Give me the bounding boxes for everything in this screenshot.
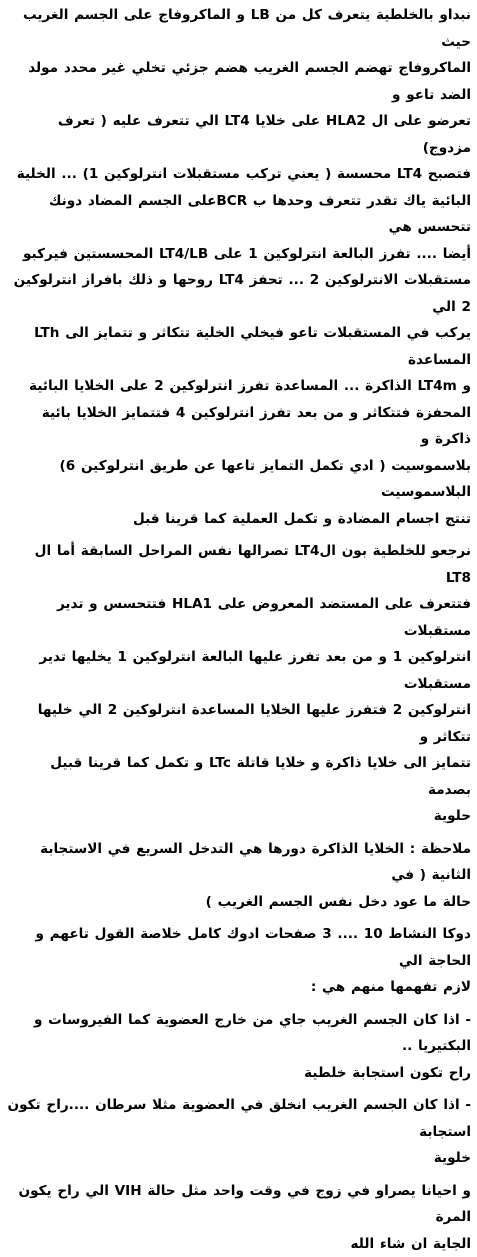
text-line: نبداو بالخلطية يتعرف كل من LB و الماكروفاج على الجسم الغريب حيث	[6, 2, 471, 55]
text-line: تعرضو على ال HLA2 على خلايا LT4 الي تتعرف عليه ( تعرف مزدوج)	[6, 108, 471, 161]
text-line: الماكروفاج تهضم الجسم الغريب هضم جزئي تخلي غير محدد مولد الضد تاعو و	[6, 55, 471, 108]
text-line: حلوية	[6, 803, 471, 830]
text-line: المحفزة فتتكاثر و من بعد تفرز انترلوكين 4 فتتمايز الخلايا بائية ذاكرة و	[6, 400, 471, 453]
text-line: لازم تفهمها منهم هي :	[6, 974, 471, 1001]
text-line: و احيانا يصراو في زوج في وقت واحد مثل حالة VIH الي راح يكون المرة	[6, 1178, 471, 1231]
text-line: بلاسموسيت ( ادي تكمل التمايز تاعها عن طريق انترلوكين 6) البلاسموسيت	[6, 453, 471, 506]
text-line: انترلوكين 1 و من بعد تفرز عليها البالعة انترلوكين 1 يخليها تدير مستقبلات	[6, 644, 471, 697]
text-line: البائية ياك تقدر تتعرف وحدها ب BCRعلى الجسم المضاد دونك تتحسس هي	[6, 188, 471, 241]
paragraph-cellular-response	[6, 538, 471, 830]
text-line: فتصبح LT4 محسسة ( يعني تركب مستقبلات انترلوكين 1) ... الخلية	[6, 161, 471, 188]
text-line: انترلوكين 2 فتفرز عليها الخلايا المساعدة انترلوكين 2 الي خليها تتكاثر و	[6, 697, 471, 750]
text-line: أيضا .... تفرز البالعة انترلوكين 1 على LT4/LB المحسستين فيركبو	[6, 241, 471, 268]
text-line: تنتج اجسام المضادة و تكمل العملية كما قرينا قبل	[6, 506, 471, 533]
text-line: يركب في المستقبلات تاعو فيخلي الخلية تتكاثر و تتمايز الى LTh المساعدة	[6, 320, 471, 373]
text-line: خلوية	[6, 1145, 471, 1172]
text-line: راح تكون استجابة خلطية	[6, 1060, 471, 1087]
text-line: تتمايز الى خلايا ذاكرة و خلايا قاتلة LTc و تكمل كما قرينا قبيل بصدمة	[6, 750, 471, 803]
text-line: دوكا النشاط 10 .... 3 صفحات ادوك كامل خلاصة القول تاعهم و الحاجة الي	[6, 921, 471, 974]
paragraph-point-external	[6, 1007, 471, 1087]
paragraph-note	[6, 836, 471, 916]
text-line: فتتعرف على المستضد المعروض على HLA1 فتتحسس و تدير مستقبلات	[6, 591, 471, 644]
text-line: نرجعو للخلطية بون الLT4 تصرالها نفس المراحل السابقة أما ال LT8	[6, 538, 471, 591]
text-line: - اذا كان الجسم الغريب انخلق في العضوية مثلا سرطان ....راح تكون استجابة	[6, 1092, 471, 1145]
text-line: و LT4m الذاكرة ... المساعدة تفرز انترلوكين 2 على الخلايا البائية	[6, 373, 471, 400]
text-line: الجاية ان شاء الله	[6, 1231, 471, 1257]
paragraph-humoral-response	[6, 2, 471, 532]
paragraph-activity	[6, 921, 471, 1001]
text-line: ملاحظة : الخلايا الذاكرة دورها هي التدخل السريع في الاستجابة الثانية ( في	[6, 836, 471, 889]
paragraph-closing	[6, 1178, 471, 1257]
paragraph-point-internal	[6, 1092, 471, 1172]
text-line: مستقبلات الانترلوكين 2 ... تحفز LT4 روحها و ذلك بافراز انترلوكين 2 الي	[6, 267, 471, 320]
text-line: - اذا كان الجسم الغريب جاي من خارج العضوية كما الفيروسات و البكتيريا ..	[6, 1007, 471, 1060]
text-line: حالة ما عود دخل نفس الجسم الغريب )	[6, 889, 471, 916]
